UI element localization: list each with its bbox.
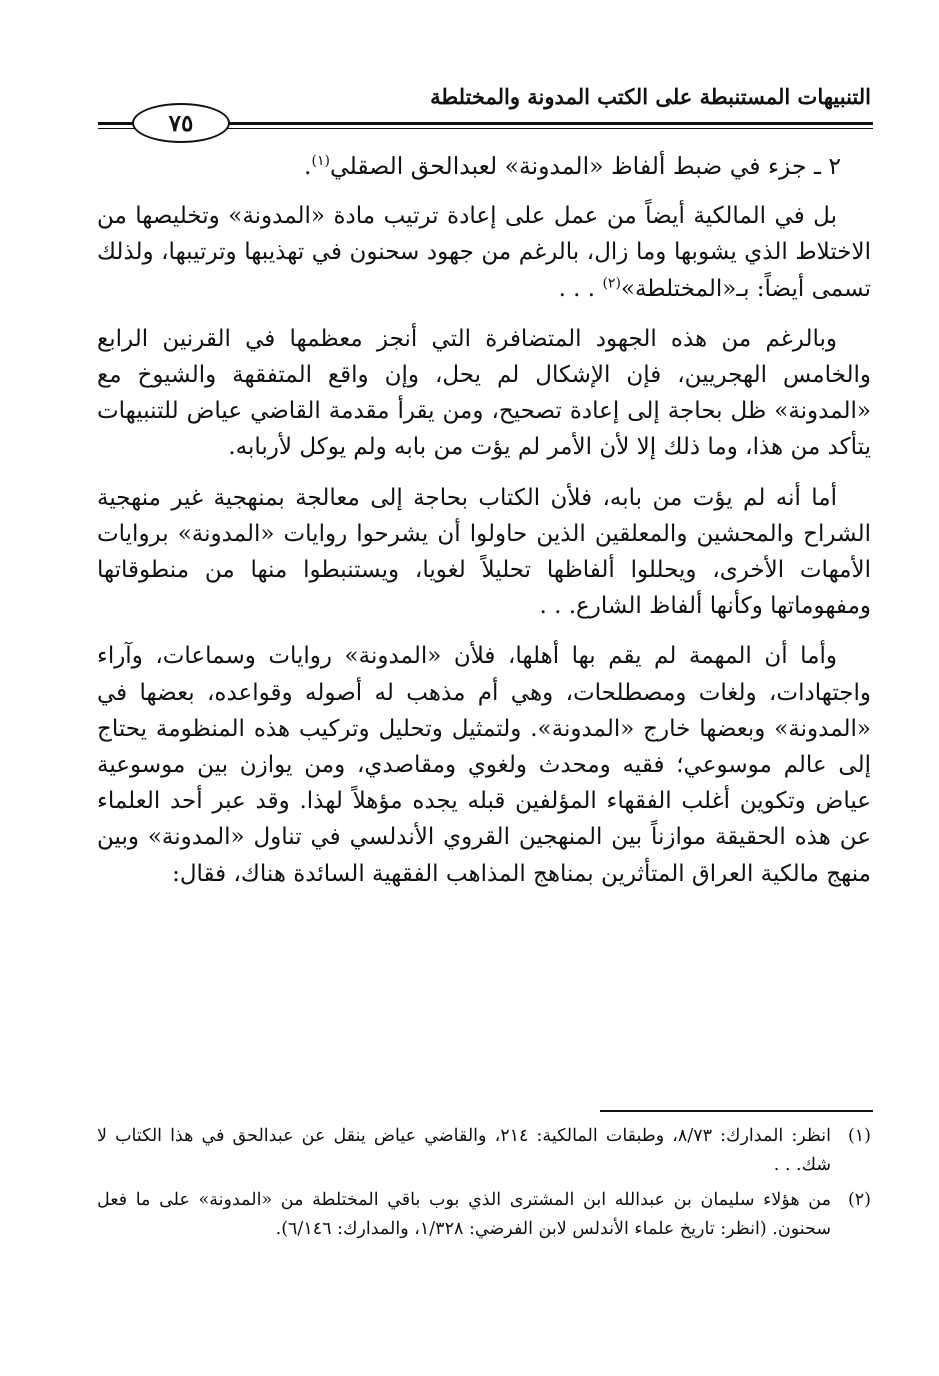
footnote-number: (١): [847, 1126, 871, 1146]
list-item: [97, 148, 841, 184]
footnote-ref-2: (٢): [602, 274, 621, 291]
footnote-1: [97, 1122, 871, 1180]
list-item-text: ٢ ـ جزء في ضبط ألفاظ «المدونة» لعبدالحق الصقلي: [329, 152, 841, 180]
paragraph-1-end: . . .: [558, 275, 596, 302]
page-number-badge: [132, 103, 230, 143]
footnotes: [97, 1122, 871, 1250]
page-number: ٧٥: [168, 109, 194, 137]
main-text: [97, 148, 871, 892]
footnote-text: انظر: المدارك: ٨/٧٣، وطبقات المالكية: ٢١٤، والقاضي عياض ينقل عن عبدالحق في هذا الكتاب لا شك. . .: [97, 1126, 832, 1175]
list-item-end: .: [304, 152, 312, 180]
footnote-separator: [600, 1110, 873, 1112]
paragraph-gap: [97, 184, 871, 198]
paragraph-1: [97, 198, 871, 307]
running-title: التنبيهات المستنبطة على الكتب المدونة والمختلطة: [430, 84, 871, 109]
paragraph-2: وبالرغم من هذه الجهود المتضافرة التي أنجز معظمها في القرنين الرابع والخامس الهجريين، فإن الإشكال لم يحل، وإن واقع المتفقهة والشيوخ مع «المدونة» ظل بحاجة إلى إعادة تصحيح، ومن يقرأ مقدمة القاضي عياض للتنبيهات يتأكد من هذا، وما ذلك إلا لأن الأمر لم يؤت من بابه ولم يوكل لأربابه.: [97, 325, 871, 461]
paragraph-gap: [97, 307, 871, 321]
paragraph-gap: [97, 624, 871, 638]
paragraph-1-text: بل في المالكية أيضاً من عمل على إعادة ترتيب مادة «المدونة» وتخليصها من الاختلاط الذي يشوبها وما زال، بالرغم من جهود سحنون في تهذيبها وترتيبها، ولذلك تسمى أيضاً: بـ«المختلطة»: [97, 203, 871, 302]
footnote-number: (٢): [847, 1190, 871, 1210]
paragraph-gap: [97, 466, 871, 480]
footnote-2: [97, 1186, 871, 1244]
footnote-text: من هؤلاء سليمان بن عبدالله ابن المشترى الذي بوب باقي المختلطة من «المدونة» على ما فعل سحنون. (انظر: تاريخ علماء الأندلس لابن الفرضي: ١/٣٢٨، والمدارك: ٦/١٤٦).: [97, 1190, 831, 1239]
footnote-ref-1: (١): [311, 153, 330, 170]
paragraph-3: أما أنه لم يؤت من بابه، فلأن الكتاب بحاجة إلى معالجة بمنهجية غير منهجية الشراح والمحشين والمعلقين الذين حاولوا أن يشرحوا روايات «المدونة» بروايات الأمهات الأخرى، ويحللوا ألفاظها تحليلاً لغويا، ويستنبطوا منها من منطوقاتها ومفهوماتها وكأنها ألفاظ الشارع. . .: [97, 484, 871, 620]
paragraph-4: وأما أن المهمة لم يقم بها أهلها، فلأن «المدونة» روايات وسماعات، وآراء واجتهادات، ولغات ومصطلحات، وهي أم مذهب له أصوله وقواعده، بعضها في «المدونة» وبعضها خارج «المدونة». ولتمثيل وتحليل وتركيب هذه المنظومة يحتاج إلى عالم موسوعي؛ فقيه ومحدث ولغوي ومقاصدي، ومن يوازن بين موسوعية عياض وتكوين أغلب الفقهاء المؤلفين قبله يجده مؤهلاً لهذا. وقد عبر أحد العلماء عن هذه الحقيقة موازناً بين المنهجين القروي الأندلسي في تناول «المدونة» وبين منهج مالكية العراق المتأثرين بمناهج المذاهب الفقهية السائدة هناك، فقال:: [97, 643, 871, 887]
